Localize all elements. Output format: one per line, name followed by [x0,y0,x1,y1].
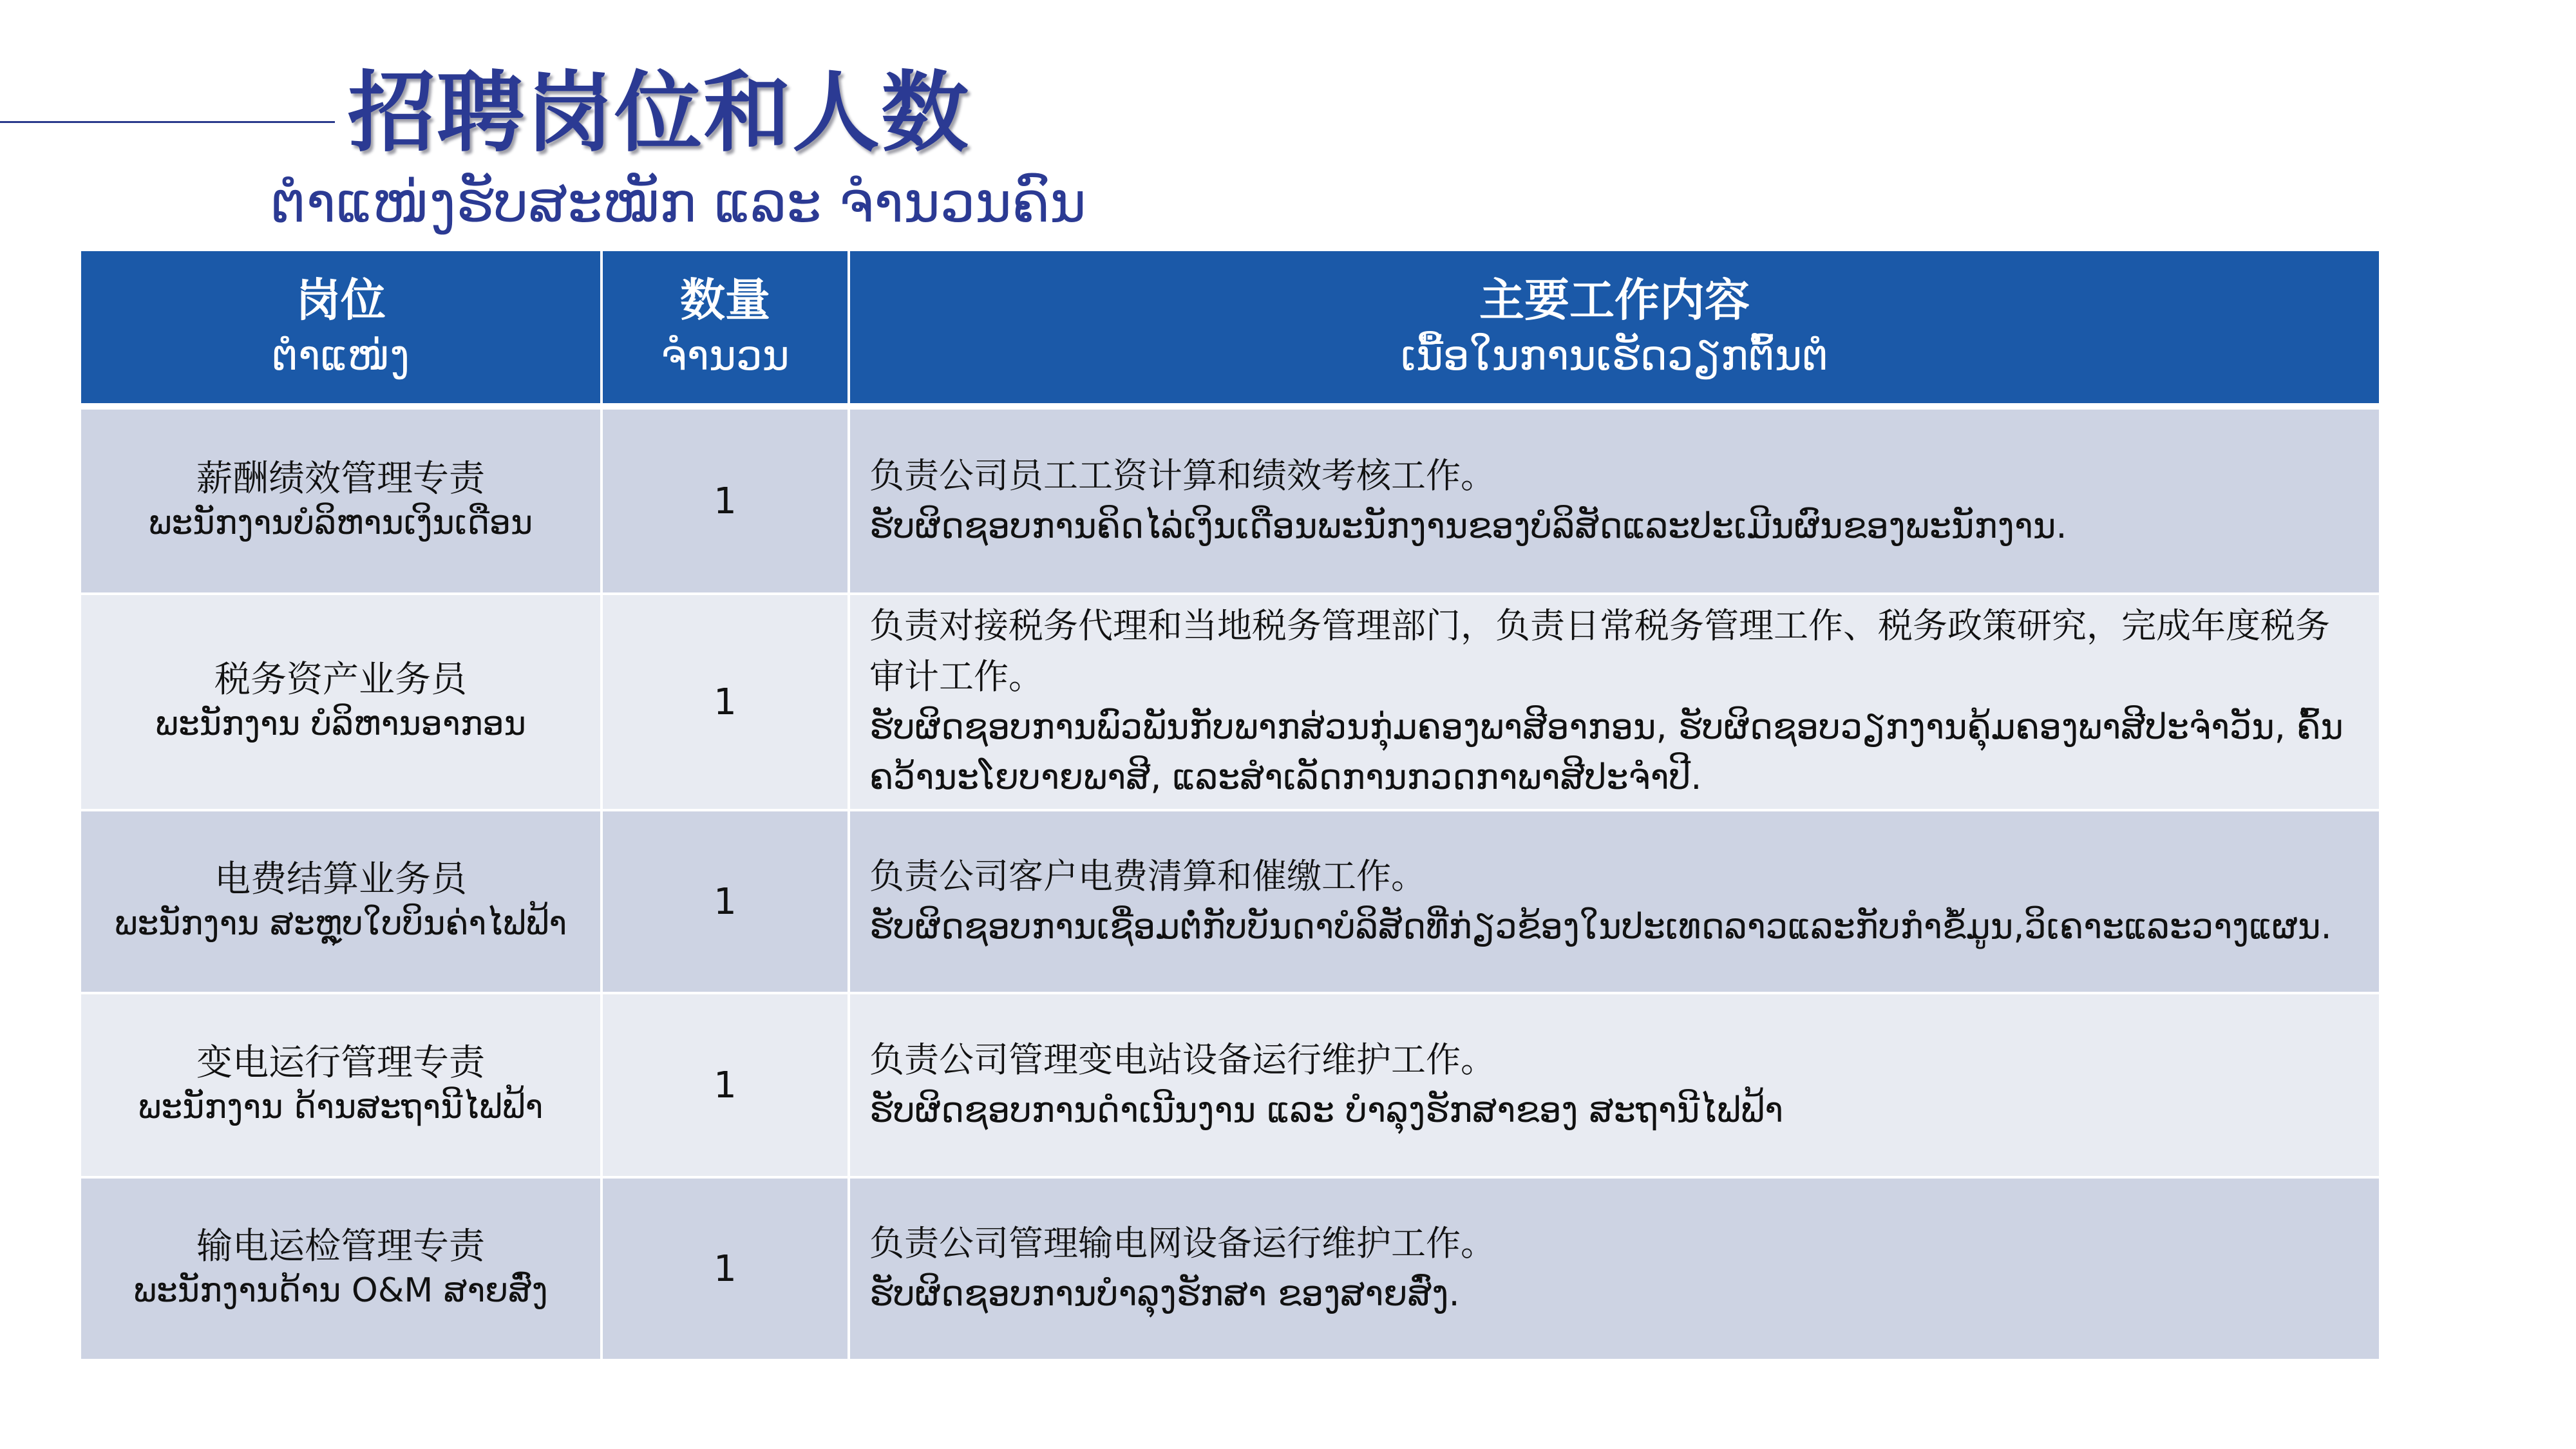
content-cell [850,1179,2379,1361]
header-count-lo: ຈຳນວນ [661,332,790,380]
table-header-row [81,251,2379,410]
content-lo: ຮັບຜິດຊອບການຄິດໄລ່ເງິນເດືອນພະນັກງານຂອງບໍລິສັດແລະປະເມີນຜົນຂອງພະນັກງານ. [869,506,2067,546]
table-row [81,994,2379,1179]
count-cell [603,410,850,595]
table-row [81,595,2379,811]
header-count-zh: 数量 [680,273,770,327]
count-value: 1 [714,1247,737,1290]
header-count [603,251,850,410]
header-position-lo: ຕຳແໜ່ງ [271,332,410,380]
position-cell [81,595,603,811]
count-value: 1 [714,480,737,522]
count-cell [603,811,850,994]
table-row [81,811,2379,994]
position-zh: 电费结算业务员 [214,858,467,901]
position-cell [81,410,603,595]
position-lo: ພະນັກງານບໍລິຫານເງິນເດືອນ [148,504,533,543]
content-zh: 负责公司管理变电站设备运行维护工作。 [869,1039,1495,1080]
content-cell [850,811,2379,994]
header-content-lo: ເນື້ອໃນການເຮັດວຽກຕົ້ນຕໍ [1400,332,1829,380]
header-position-zh: 岗位 [296,273,386,327]
position-cell [81,1179,603,1361]
count-cell [603,994,850,1179]
content-lo: ຮັບຜິດຊອບການບຳລຸງຮັກສາ ຂອງສາຍສົ່ງ. [869,1273,1460,1314]
page-title-lao: ຕຳແໜ່ງຮັບສະໝັກ ແລະ ຈຳນວນຄົນ [270,171,1086,235]
content-zh: 负责公司管理输电网设备运行维护工作。 [869,1222,1495,1264]
header-content [850,251,2379,410]
count-value: 1 [714,681,737,723]
count-value: 1 [714,880,737,923]
content-zh: 负责公司员工工资计算和绩效考核工作。 [869,455,1495,496]
table-row [81,1179,2379,1361]
position-zh: 变电运行管理专责 [196,1042,485,1084]
position-cell [81,811,603,994]
position-zh: 输电运检管理专责 [196,1226,485,1268]
content-lo: ຮັບຜິດຊອບການພົວພັນກັບພາກສ່ວນກຸ່ມຄອງພາສີອາກອນ, ຮັບຜິດຊອບວຽກງານຄຸ້ມຄອງພາສີປະຈຳວັນ, ຄົ້ນຄວ້ານະໂຍບາຍພາສີ, ແລະສຳເລັດການກວດກາພາສີປະຈຳປີ. [869,706,2344,798]
position-lo: ພະນັກງານດ້ານ O&M ສາຍສົ່ງ [133,1271,548,1311]
position-lo: ພະນັກງານ ບໍລິຫານອາກອນ [155,705,526,744]
header-position [81,251,603,410]
recruitment-table [81,251,2379,1361]
count-value: 1 [714,1064,737,1106]
content-lo: ຮັບຜິດຊອບການເຊື່ອມຕໍ່ກັບບັນດາບໍລິສັດທີ່ກ່ຽວຂ້ອງໃນປະເທດລາວແລະກັບກຳຂໍ້ມູນ,ວິເຄາະແລະວາງແຜນ. [869,906,2332,947]
position-lo: ພະນັກງານ ສະຫຼຸບໃບບິນຄ່າໄຟຟ້າ [114,904,567,943]
content-cell [850,410,2379,595]
content-zh: 负责公司客户电费清算和催缴工作。 [869,855,1426,896]
position-zh: 薪酬绩效管理专责 [196,458,485,500]
position-lo: ພະນັກງານ ດ້ານສະຖານີໄຟຟ້າ [138,1088,544,1127]
table-row [81,410,2379,595]
content-cell [850,994,2379,1179]
count-cell [603,595,850,811]
header-content-zh: 主要工作内容 [1479,273,1750,327]
page-title-chinese: 招聘岗位和人数 [348,62,970,164]
content-cell [850,595,2379,811]
position-zh: 税务资产业务员 [214,659,467,701]
decorative-line [0,121,335,123]
content-zh: 负责对接税务代理和当地税务管理部门，负责日常税务管理工作、税务政策研究，完成年度税务审计工作。 [869,605,2330,697]
count-cell [603,1179,850,1361]
content-lo: ຮັບຜິດຊອບການດຳເນີນງານ ແລະ ບຳລຸງຮັກສາຂອງ ສະຖານີໄຟຟ້າ [869,1090,1784,1130]
position-cell [81,994,603,1179]
